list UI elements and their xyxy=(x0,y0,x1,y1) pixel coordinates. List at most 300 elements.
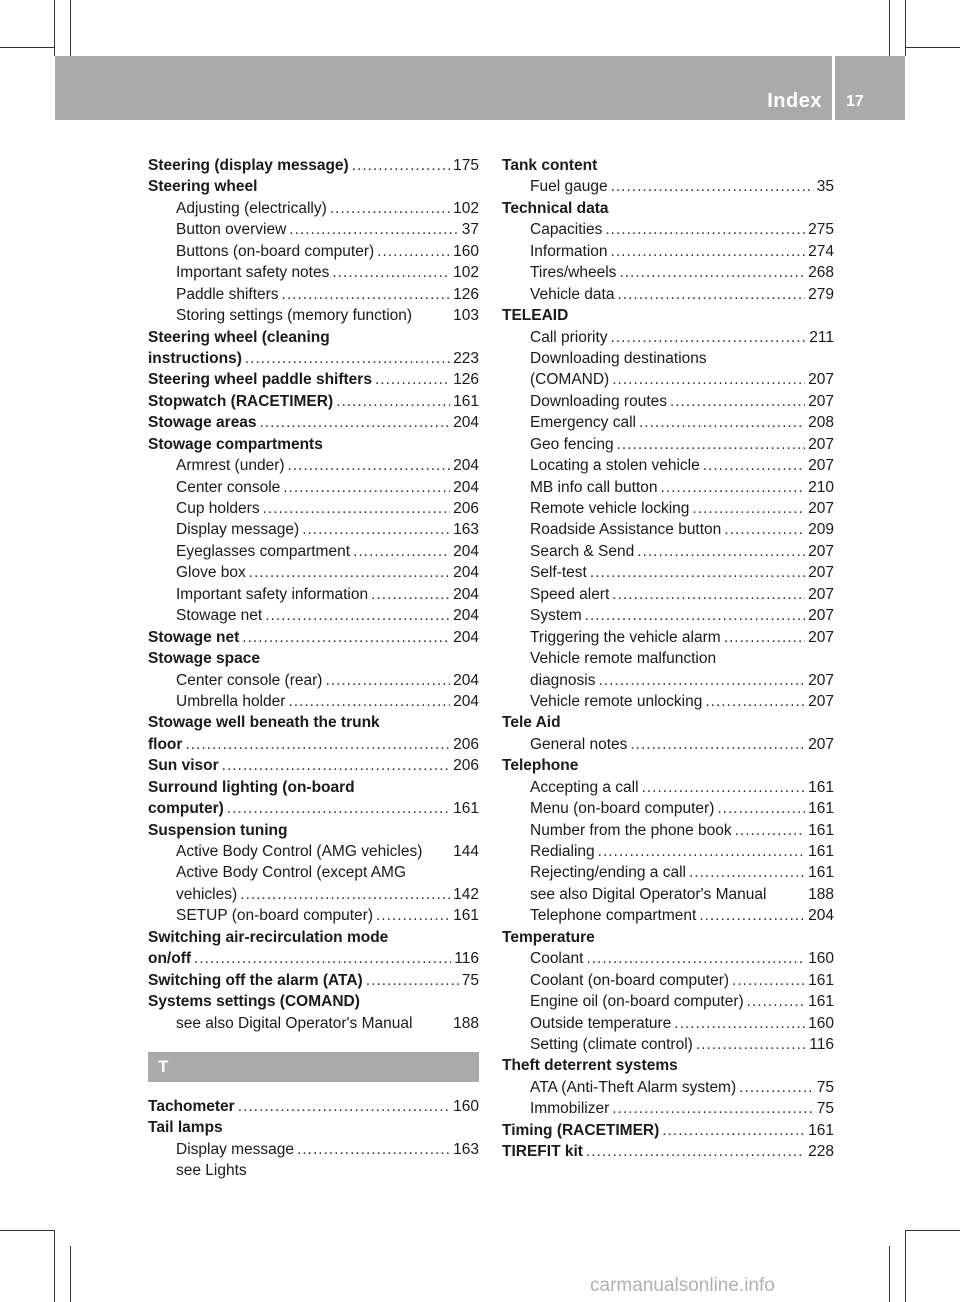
entry-page-number: 228 xyxy=(808,1143,834,1161)
entry-text: see Lights xyxy=(176,1162,247,1180)
crop-mark xyxy=(905,1230,960,1231)
entry-text: Eyeglasses compartment xyxy=(176,542,351,560)
entry-text: Important safety information xyxy=(176,585,369,603)
leader-dots xyxy=(639,412,805,433)
index-subentry xyxy=(502,734,834,755)
index-subentry xyxy=(148,562,479,583)
leader-dots xyxy=(590,562,805,583)
index-subentry xyxy=(502,905,834,926)
entry-text: Call priority xyxy=(530,328,608,346)
index-subentry xyxy=(148,305,479,326)
entry-text: Display message xyxy=(176,1140,295,1158)
index-subentry xyxy=(148,241,479,262)
index-subentry xyxy=(148,584,479,605)
leader-dots xyxy=(283,477,450,498)
index-subentry xyxy=(502,241,834,262)
entry-text: Vehicle remote malfunction xyxy=(530,650,717,668)
index-subentry xyxy=(502,777,834,798)
leader-dots xyxy=(611,241,806,262)
leader-dots xyxy=(662,1120,805,1141)
index-subentry xyxy=(502,412,834,433)
index-entry xyxy=(148,777,479,798)
entry-page-number: 102 xyxy=(453,199,479,217)
entry-page-number: 207 xyxy=(808,392,834,410)
entry-page-number: 274 xyxy=(808,242,834,260)
entry-page-number: 161 xyxy=(808,1121,834,1139)
index-subentry xyxy=(502,327,834,348)
entry-page-number: 75 xyxy=(816,1100,834,1118)
leader-dots xyxy=(377,241,450,262)
index-subentry xyxy=(502,348,834,369)
index-entry xyxy=(502,1141,834,1162)
index-subentry xyxy=(148,541,479,562)
entry-text: Tank content xyxy=(502,157,598,174)
leader-dots xyxy=(376,905,450,926)
entry-text: TELEAID xyxy=(502,307,569,325)
index-column-left xyxy=(148,155,479,1182)
entry-page-number: 163 xyxy=(453,521,479,539)
entry-page-number: 209 xyxy=(808,521,834,539)
index-entry xyxy=(148,648,479,669)
entry-text: Technical data xyxy=(502,199,609,217)
index-subentry xyxy=(502,1098,834,1119)
leader-dots xyxy=(699,905,805,926)
entry-page-number: 175 xyxy=(453,157,479,174)
entry-page-number: 204 xyxy=(808,907,834,925)
index-subentry xyxy=(502,627,834,648)
entry-text: Center console (rear) xyxy=(176,671,323,689)
leader-dots xyxy=(611,327,807,348)
entry-text: Sun visor xyxy=(148,757,219,775)
index-entry xyxy=(148,412,479,433)
entry-text: Geo fencing xyxy=(530,435,614,453)
leader-dots xyxy=(637,541,805,562)
entry-page-number: 161 xyxy=(808,993,834,1011)
index-subentry xyxy=(148,262,479,283)
index-entry xyxy=(502,1055,834,1076)
entry-text: Self-test xyxy=(530,564,587,582)
entry-page-number: 161 xyxy=(808,821,834,839)
leader-dots xyxy=(617,284,805,305)
leader-dots xyxy=(612,584,805,605)
index-subentry xyxy=(148,198,479,219)
entry-text: Stowage net xyxy=(176,607,263,625)
entry-page-number: 126 xyxy=(453,285,479,303)
index-subentry xyxy=(502,584,834,605)
leader-dots xyxy=(703,455,805,476)
entry-text: see also Digital Operator's Manual xyxy=(176,1014,413,1032)
entry-page-number: 204 xyxy=(453,692,479,710)
entry-page-number: 207 xyxy=(808,692,834,710)
leader-dots xyxy=(586,1141,805,1162)
entry-page-number: 160 xyxy=(808,950,834,968)
leader-dots xyxy=(689,862,805,883)
entry-text: Temperature xyxy=(502,928,595,946)
leader-dots xyxy=(332,262,450,283)
entry-page-number: 207 xyxy=(808,564,834,582)
entry-page-number: 102 xyxy=(453,264,479,282)
leader-dots xyxy=(598,841,805,862)
index-subentry xyxy=(502,991,834,1012)
entry-text: Switching air-recirculation mode xyxy=(148,928,389,946)
entry-text: Steering wheel (cleaning xyxy=(148,328,330,346)
leader-dots xyxy=(630,734,805,755)
entry-page-number: 207 xyxy=(808,500,834,517)
entry-text: MB info call button xyxy=(530,478,658,496)
entry-text: Paddle shifters xyxy=(176,285,279,303)
index-entry xyxy=(148,327,479,348)
leader-dots xyxy=(263,498,451,519)
leader-dots xyxy=(336,391,450,412)
index-entry xyxy=(148,970,479,991)
entry-text: Stopwatch (RACETIMER) xyxy=(148,392,334,410)
leader-dots xyxy=(586,948,805,969)
index-subentry xyxy=(502,948,834,969)
entry-page-number: 161 xyxy=(808,971,834,989)
watermark: carmanualsonline.info xyxy=(590,1275,775,1296)
leader-dots xyxy=(297,1139,450,1160)
leader-dots xyxy=(739,1077,814,1098)
entry-page-number: 126 xyxy=(453,371,479,389)
index-subentry xyxy=(502,820,834,841)
entry-page-number: 207 xyxy=(808,735,834,753)
index-subentry xyxy=(148,862,479,883)
leader-dots xyxy=(612,369,805,390)
entry-page-number: 160 xyxy=(453,242,479,260)
leader-dots xyxy=(353,541,450,562)
entry-page-number: 206 xyxy=(453,757,479,775)
index-subentry xyxy=(502,219,834,240)
entry-page-number: 207 xyxy=(808,371,834,389)
entry-text: Setting (climate control) xyxy=(530,1035,693,1053)
leader-dots xyxy=(185,734,450,755)
entry-text: Accepting a call xyxy=(530,778,639,796)
index-entry xyxy=(148,734,479,755)
entry-page-number: 160 xyxy=(453,1097,479,1115)
entry-text: Remote vehicle locking xyxy=(530,500,690,517)
entry-text: Triggering the vehicle alarm xyxy=(530,628,721,646)
entry-text: Steering wheel xyxy=(148,178,258,196)
entry-text: Information xyxy=(530,242,608,260)
entry-page-number: 207 xyxy=(808,628,834,646)
entry-page-number: 204 xyxy=(453,564,479,582)
entry-page-number: 161 xyxy=(808,778,834,796)
index-subentry xyxy=(502,648,834,669)
leader-dots xyxy=(705,691,805,712)
leader-dots xyxy=(222,755,450,776)
entry-page-number: 204 xyxy=(453,414,479,432)
entry-text: Immobilizer xyxy=(530,1100,610,1118)
entry-text: Redialing xyxy=(530,843,595,860)
index-subentry xyxy=(502,562,834,583)
entry-page-number: 116 xyxy=(809,1035,834,1053)
entry-text: Tachometer xyxy=(148,1097,235,1115)
entry-page-number: 279 xyxy=(808,285,834,303)
entry-text: Search & Send xyxy=(530,542,635,560)
leader-dots xyxy=(249,562,450,583)
entry-text: General notes xyxy=(530,735,628,753)
entry-text: TIREFIT kit xyxy=(502,1143,583,1161)
entry-text: Outside temperature xyxy=(530,1014,672,1032)
entry-text: Coolant xyxy=(530,950,584,968)
leader-dots xyxy=(599,670,806,691)
index-entry xyxy=(148,798,479,819)
index-entry xyxy=(502,1120,834,1141)
entry-text: Downloading destinations xyxy=(530,349,707,367)
entry-page-number: 210 xyxy=(808,478,834,496)
entry-page-number: 161 xyxy=(808,843,834,860)
entry-page-number: 207 xyxy=(808,671,834,689)
leader-dots xyxy=(696,1034,806,1055)
leader-dots xyxy=(717,798,805,819)
index-subentry xyxy=(502,434,834,455)
entry-text: computer) xyxy=(148,800,224,818)
entry-text: Telephone compartment xyxy=(530,907,697,925)
index-column-right xyxy=(502,155,834,1163)
index-subentry xyxy=(502,284,834,305)
crop-mark xyxy=(889,0,890,56)
leader-dots xyxy=(240,884,450,905)
entry-text: Downloading routes xyxy=(530,392,668,410)
entry-text: Buttons (on-board computer) xyxy=(176,242,375,260)
entry-text: (COMAND) xyxy=(530,371,610,389)
index-subentry xyxy=(148,670,479,691)
leader-dots xyxy=(605,219,805,240)
entry-page-number: 161 xyxy=(808,800,834,818)
index-list-left xyxy=(148,155,479,1034)
index-entry xyxy=(148,391,479,412)
entry-text: Vehicle remote unlocking xyxy=(530,692,703,710)
index-subentry xyxy=(502,1034,834,1055)
leader-dots xyxy=(260,412,451,433)
entry-text: Telephone xyxy=(502,757,579,775)
index-subentry xyxy=(148,841,479,862)
index-subentry xyxy=(148,1160,479,1181)
index-subentry xyxy=(502,541,834,562)
entry-text: System xyxy=(530,607,582,625)
entry-text: Number from the phone book xyxy=(530,821,732,839)
entry-page-number: 204 xyxy=(453,457,479,475)
index-subentry xyxy=(148,884,479,905)
entry-text: Steering wheel paddle shifters xyxy=(148,371,372,389)
entry-text: Stowage compartments xyxy=(148,435,323,453)
entry-page-number: 161 xyxy=(453,392,479,410)
leader-dots xyxy=(288,455,451,476)
leader-dots xyxy=(194,948,451,969)
entry-page-number: 223 xyxy=(453,349,479,367)
header-separator xyxy=(832,56,835,120)
leader-dots xyxy=(617,434,806,455)
entry-text: Emergency call xyxy=(530,414,636,432)
entry-text: Timing (RACETIMER) xyxy=(502,1121,660,1139)
leader-dots xyxy=(371,584,450,605)
entry-text: Engine oil (on-board computer) xyxy=(530,993,744,1011)
index-entry xyxy=(502,305,834,326)
index-subentry xyxy=(502,841,834,862)
entry-text: Display message) xyxy=(176,521,300,539)
entry-page-number: 207 xyxy=(808,542,834,560)
entry-page-number: 161 xyxy=(808,864,834,882)
index-subentry xyxy=(502,798,834,819)
index-subentry xyxy=(502,605,834,626)
index-subentry xyxy=(148,691,479,712)
entry-page-number: 275 xyxy=(808,221,834,239)
entry-page-number: 35 xyxy=(816,178,834,196)
entry-page-number: 163 xyxy=(453,1140,479,1158)
entry-text: Vehicle data xyxy=(530,285,615,303)
index-entry xyxy=(148,1117,479,1138)
entry-text: Tail lamps xyxy=(148,1119,223,1137)
entry-page-number: 204 xyxy=(453,478,479,496)
index-entry xyxy=(148,155,479,176)
entry-text: SETUP (on-board computer) xyxy=(176,907,373,925)
index-subentry xyxy=(148,905,479,926)
index-subentry xyxy=(502,498,834,519)
entry-text: Armrest (under) xyxy=(176,457,285,475)
index-subentry xyxy=(502,391,834,412)
index-subentry xyxy=(148,1013,479,1034)
entry-text: Capacities xyxy=(530,221,603,239)
leader-dots xyxy=(732,970,805,991)
entry-page-number: 211 xyxy=(809,328,834,346)
leader-dots xyxy=(245,348,450,369)
entry-text: Active Body Control (except AMG xyxy=(176,864,407,882)
leader-dots xyxy=(366,970,459,991)
index-subentry xyxy=(502,176,834,197)
index-entry xyxy=(148,712,479,733)
entry-text: diagnosis xyxy=(530,671,596,689)
crop-mark xyxy=(0,1230,55,1231)
index-subentry xyxy=(148,605,479,626)
entry-page-number: 116 xyxy=(454,950,479,968)
entry-text: Locating a stolen vehicle xyxy=(530,457,700,475)
index-subentry xyxy=(502,1077,834,1098)
entry-page-number: 268 xyxy=(808,264,834,282)
leader-dots xyxy=(612,1098,814,1119)
leader-dots xyxy=(735,820,806,841)
entry-text: Active Body Control (AMG vehicles) xyxy=(176,843,423,860)
entry-page-number: 204 xyxy=(453,542,479,560)
leader-dots xyxy=(288,691,450,712)
index-subentry xyxy=(502,369,834,390)
index-list-right xyxy=(502,155,834,1163)
index-subentry xyxy=(148,219,479,240)
index-subentry xyxy=(502,1013,834,1034)
leader-dots xyxy=(325,670,450,691)
entry-text: Tele Aid xyxy=(502,714,561,732)
leader-dots xyxy=(585,605,805,626)
entry-text: Theft deterrent systems xyxy=(502,1057,678,1075)
entry-text: Umbrella holder xyxy=(176,692,286,710)
leader-dots xyxy=(724,519,805,540)
index-subentry xyxy=(502,970,834,991)
index-entry xyxy=(502,712,834,733)
index-entry xyxy=(502,198,834,219)
index-subentry xyxy=(502,455,834,476)
index-entry xyxy=(148,434,479,455)
entry-page-number: 37 xyxy=(461,221,479,239)
leader-dots xyxy=(747,991,805,1012)
index-subentry xyxy=(502,691,834,712)
index-entry xyxy=(148,176,479,197)
entry-text: Menu (on-board computer) xyxy=(530,800,715,818)
entry-text: Center console xyxy=(176,478,281,496)
entry-text: Stowage well beneath the trunk xyxy=(148,714,380,732)
entry-page-number: 204 xyxy=(453,671,479,689)
entry-page-number: 75 xyxy=(461,971,479,989)
entry-page-number: 188 xyxy=(808,885,834,903)
entry-page-number: 75 xyxy=(816,1078,834,1096)
crop-mark xyxy=(54,1230,55,1302)
entry-text: Button overview xyxy=(176,221,287,239)
index-subentry xyxy=(502,262,834,283)
entry-page-number: 160 xyxy=(808,1014,834,1032)
entry-text: Stowage areas xyxy=(148,414,257,432)
entry-page-number: 207 xyxy=(808,607,834,625)
leader-dots xyxy=(289,219,458,240)
entry-text: ATA (Anti-Theft Alarm system) xyxy=(530,1078,737,1096)
entry-text: Fuel gauge xyxy=(530,178,608,196)
entry-page-number: 207 xyxy=(808,435,834,453)
crop-mark xyxy=(905,47,960,48)
entry-text: Stowage space xyxy=(148,650,260,668)
leader-dots xyxy=(724,627,805,648)
index-entry xyxy=(502,155,834,176)
leader-dots xyxy=(692,498,805,519)
entry-page-number: 103 xyxy=(453,307,479,325)
entry-text: Stowage net xyxy=(148,628,240,646)
entry-text: Tires/wheels xyxy=(530,264,617,282)
leader-dots xyxy=(611,176,814,197)
index-subentry xyxy=(148,498,479,519)
entry-page-number: 161 xyxy=(453,800,479,818)
crop-mark xyxy=(70,0,71,56)
entry-text: Roadside Assistance button xyxy=(530,521,722,539)
entry-text: Surround lighting (on-board xyxy=(148,778,355,796)
entry-text: Rejecting/ending a call xyxy=(530,864,686,882)
entry-page-number: 207 xyxy=(808,585,834,603)
entry-page-number: 204 xyxy=(453,607,479,625)
entry-text: Systems settings (COMAND) xyxy=(148,993,360,1011)
entry-page-number: 161 xyxy=(453,907,479,925)
entry-text: Adjusting (electrically) xyxy=(176,199,327,217)
index-subentry xyxy=(502,477,834,498)
leader-dots xyxy=(642,777,806,798)
entry-page-number: 204 xyxy=(453,628,479,646)
crop-mark xyxy=(0,47,55,48)
index-subentry xyxy=(148,455,479,476)
index-entry xyxy=(148,820,479,841)
crop-mark xyxy=(905,0,906,56)
entry-page-number: 208 xyxy=(808,414,834,432)
leader-dots xyxy=(619,262,805,283)
index-subentry xyxy=(502,862,834,883)
entry-text: Speed alert xyxy=(530,585,610,603)
entry-text: Glove box xyxy=(176,564,246,582)
leader-dots xyxy=(227,798,450,819)
entry-text: Switching off the alarm (ATA) xyxy=(148,971,363,989)
index-subentry xyxy=(148,1139,479,1160)
leader-dots xyxy=(242,627,450,648)
entry-text: floor xyxy=(148,735,183,753)
index-entry xyxy=(148,991,479,1012)
entry-page-number: 188 xyxy=(453,1014,479,1032)
entry-text: Cup holders xyxy=(176,500,260,517)
index-subentry xyxy=(502,519,834,540)
index-entry xyxy=(502,927,834,948)
index-subentry xyxy=(148,284,479,305)
entry-text: Important safety notes xyxy=(176,264,330,282)
